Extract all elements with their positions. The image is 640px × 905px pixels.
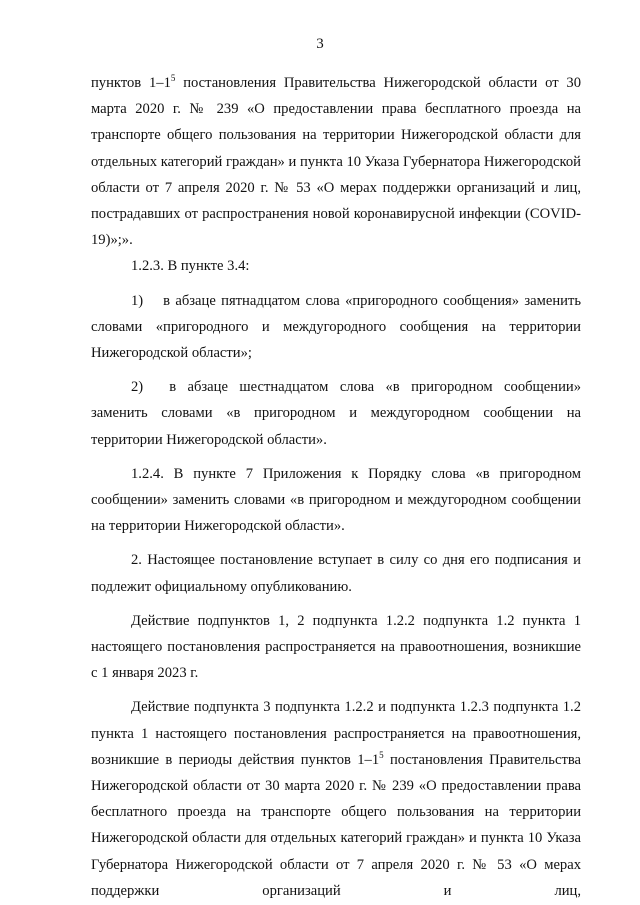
paragraph-gap [91, 539, 581, 547]
paragraph-2: 2. Настоящее постановление вступает в силу со дня его подписания и подлежит официальному опубликованию. [91, 552, 581, 595]
paragraph-text: постановления Правительства Нижегородской области от 30 марта 2020 г. № 239 «О предоставлении права бесплатного проезда на транспорте общего пользования на территории Нижегородской области для отдельных категорий граждан» и пункта 10 Указа Губернатора Нижегородской области от 7 апреля 2020 г. № 53 «О мерах поддержки организаций и лиц, пострадавших от распространения новой коронавирусной инфекции (COVID-19)»;». [91, 75, 581, 249]
paragraph-item-1: 1) в абзаце пятнадцатом слова «пригородного сообщения» заменить словами «пригородного и междугородного сообщения на территории Нижегородской области»; [91, 292, 581, 362]
paragraph-effect-1: Действие подпунктов 1, 2 подпункта 1.2.2 подпункта 1.2 пункта 1 настоящего постановления распространяется на правоотношения, возникшие с 1 января 2023 г. [91, 612, 581, 682]
superscript: 5 [170, 73, 176, 83]
paragraph-continuation [91, 70, 581, 253]
paragraph-effect-2 [91, 694, 581, 904]
paragraph-text: постановления Правительства Нижегородской области от 30 марта 2020 г. № 239 «О предоставлении права бесплатного проезда на транспорте общего пользования на территории Нижегородской области для отдельных категорий граждан» и пункта 10 Указа Губернатора Нижегородской области от 7 апреля 2020 г. № 53 «О мерах поддержки организаций и лиц, [91, 751, 581, 899]
paragraph-gap [91, 686, 581, 694]
superscript: 5 [379, 749, 384, 760]
paragraph-gap [91, 280, 581, 288]
paragraph-1-2-3: 1.2.3. В пункте 3.4: [131, 258, 250, 275]
paragraph-1-2-4: 1.2.4. В пункте 7 Приложения к Порядку слова «в пригородном сообщении» заменить словами «в пригородном и междугородном сообщении на территории Нижегородской области». [91, 465, 581, 535]
page-number: 3 [316, 36, 324, 52]
paragraph-gap [91, 600, 581, 608]
document-body [91, 70, 581, 904]
paragraph-gap [91, 366, 581, 374]
paragraph-text: пунктов 1–1 [91, 75, 171, 91]
paragraph-gap [91, 453, 581, 461]
paragraph-item-2: 2) в абзаце шестнадцатом слова «в пригородном сообщении» заменить словами «в пригородном и междугородном сообщении на территории Нижегородской области». [91, 379, 581, 448]
paragraph-text: Действие подпункта 3 подпункта 1.2.2 и подпункта 1.2.3 подпункта 1.2 пункта 1 настоящего постановления распространяется на правоотношения, возникшие в периоды действия пунктов 1–1 [91, 699, 581, 768]
